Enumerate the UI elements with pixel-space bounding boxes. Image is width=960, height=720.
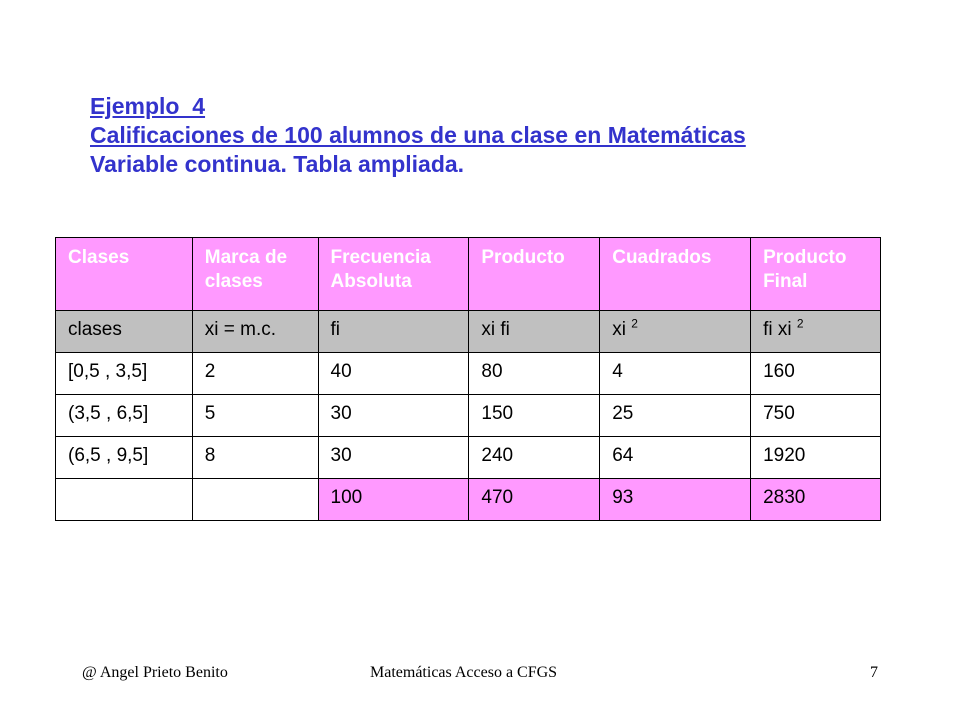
subheader-cell: xi fi <box>469 311 600 353</box>
table-row <box>56 437 881 479</box>
table-cell: 40 <box>318 353 469 395</box>
table-totals-row <box>56 479 881 521</box>
totals-cell: 100 <box>318 479 469 521</box>
table-cell: 30 <box>318 437 469 479</box>
frequency-table <box>55 237 881 521</box>
table-cell: 30 <box>318 395 469 437</box>
table-cell: 240 <box>469 437 600 479</box>
subheader-cell: clases <box>56 311 193 353</box>
totals-cell: 2830 <box>751 479 881 521</box>
table-cell: 1920 <box>751 437 881 479</box>
header-cell: Frecuencia Absoluta <box>318 238 469 311</box>
table-row <box>56 395 881 437</box>
footer-course: Matemáticas Acceso a CFGS <box>370 664 558 681</box>
totals-cell: 93 <box>600 479 751 521</box>
subheader-cell: fi <box>318 311 469 353</box>
table-cell: 25 <box>600 395 751 437</box>
subheader-cell: xi $^2$ <box>600 311 751 353</box>
totals-empty-cell <box>56 479 193 521</box>
table-cell: 150 <box>469 395 600 437</box>
table-cell: 160 <box>751 353 881 395</box>
table-cell: 64 <box>600 437 751 479</box>
title-description: Calificaciones de 100 alumnos de una clase en Matemáticas <box>90 122 746 148</box>
table-cell: [0,5 , 3,5] <box>56 353 193 395</box>
table-cell: 8 <box>192 437 318 479</box>
table-cell: 4 <box>600 353 751 395</box>
table-cell: 2 <box>192 353 318 395</box>
slide-title <box>90 92 746 179</box>
totals-empty-cell <box>192 479 318 521</box>
header-cell: Producto <box>469 238 600 311</box>
table-cell: 5 <box>192 395 318 437</box>
header-cell: Marca de clases <box>192 238 318 311</box>
table-cell: 80 <box>469 353 600 395</box>
table-subheader-row <box>56 311 881 353</box>
table-header-row <box>56 238 881 311</box>
table-cell: (6,5 , 9,5] <box>56 437 193 479</box>
totals-cell: 470 <box>469 479 600 521</box>
footer-author: @ Angel Prieto Benito <box>82 664 228 681</box>
table-cell: 750 <box>751 395 881 437</box>
header-cell: Producto Final <box>751 238 881 311</box>
subheader-cell: fi xi $^2$ <box>751 311 881 353</box>
table-row <box>56 353 881 395</box>
header-cell: Cuadrados <box>600 238 751 311</box>
table-cell: (3,5 , 6,5] <box>56 395 193 437</box>
title-subtitle: Variable continua. Tabla ampliada. <box>90 151 465 177</box>
title-example: Ejemplo_4 <box>90 93 206 119</box>
subheader-cell: xi = m.c. <box>192 311 318 353</box>
header-cell: Clases <box>56 238 193 311</box>
footer-page-number: 7 <box>870 664 878 681</box>
